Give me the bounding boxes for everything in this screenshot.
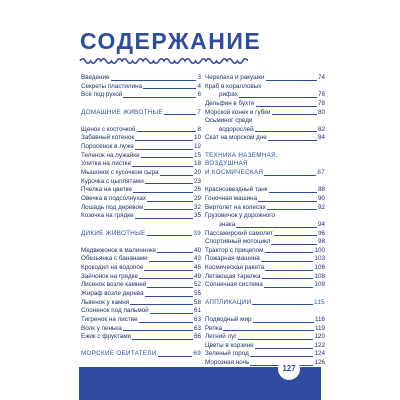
leader-line bbox=[264, 175, 316, 176]
toc-entry-page: 35 bbox=[193, 212, 201, 220]
toc-entry bbox=[81, 83, 201, 92]
toc-entry bbox=[81, 307, 201, 316]
toc-entry-title: Пожарная машина bbox=[205, 255, 260, 263]
toc-section-heading bbox=[205, 160, 325, 169]
toc-spacer bbox=[205, 307, 325, 316]
toc-entry-page: 115 bbox=[314, 298, 325, 306]
leader-line bbox=[139, 322, 193, 323]
toc-entry bbox=[205, 212, 325, 221]
toc-entry-title: Жираф возле дерева bbox=[81, 290, 144, 297]
toc-spacer bbox=[81, 238, 201, 247]
toc-entry-page: 108 bbox=[314, 272, 325, 280]
toc-entry bbox=[81, 143, 201, 152]
toc-entry bbox=[81, 152, 201, 161]
toc-entry-title: Секреты пластилина bbox=[81, 82, 143, 90]
toc-entry-title: Пассажирский самолет bbox=[205, 229, 273, 237]
toc-entry-page: 106 bbox=[314, 264, 325, 272]
toc-section-heading bbox=[205, 152, 325, 161]
toc-entry-page: 69 bbox=[193, 350, 201, 358]
toc-entry bbox=[205, 134, 325, 143]
leader-line bbox=[256, 106, 317, 107]
toc-entry-page: 26 bbox=[193, 186, 201, 194]
toc-entry bbox=[205, 333, 325, 342]
toc-entry-title: ТЕХНИКА НАЗЕМНАЯ, bbox=[205, 151, 279, 159]
leader-line bbox=[157, 252, 193, 253]
toc-entry-title: Введение bbox=[81, 73, 110, 81]
toc-entry-title: Медвежонок в малиннике bbox=[81, 246, 157, 254]
leader-line bbox=[268, 140, 317, 141]
toc-entry bbox=[205, 109, 325, 118]
toc-entry bbox=[205, 247, 325, 256]
toc-entry bbox=[205, 117, 325, 126]
toc-entry-title: Краснозвездный танк bbox=[205, 186, 268, 194]
toc-entry-title: Обезьянка с бананами bbox=[81, 255, 148, 263]
toc-entry bbox=[205, 230, 325, 239]
toc-entry bbox=[205, 238, 325, 247]
toc-entry bbox=[205, 281, 325, 290]
toc-entry-page: 39 bbox=[193, 229, 201, 237]
toc-entry-title: Ежик с фруктами bbox=[81, 333, 132, 341]
leader-line bbox=[132, 166, 193, 167]
toc-entry bbox=[205, 255, 325, 264]
toc-right-column bbox=[205, 74, 325, 368]
toc-entry-page: 84 bbox=[317, 134, 325, 142]
toc-entry-title: Львенок у камня bbox=[81, 298, 130, 306]
toc-entry bbox=[81, 212, 201, 221]
toc-entry-page: 55 bbox=[193, 290, 201, 297]
toc-entry-title: И КОСМИЧЕСКАЯ bbox=[205, 169, 264, 177]
toc-entry-page: 94 bbox=[317, 220, 325, 228]
toc-entry-page: 18 bbox=[193, 160, 201, 168]
leader-line bbox=[265, 270, 313, 271]
leader-line bbox=[255, 131, 317, 132]
toc-entry-title: Летний луг bbox=[205, 333, 237, 341]
leader-line bbox=[158, 356, 193, 357]
leader-line bbox=[149, 261, 193, 262]
toc-entry bbox=[81, 160, 201, 169]
leader-line bbox=[141, 157, 193, 158]
leader-line bbox=[147, 287, 193, 288]
toc-left-column bbox=[81, 74, 201, 385]
toc-entry-page: 61 bbox=[193, 307, 201, 315]
toc-entry-page: 46 bbox=[193, 264, 201, 272]
leader-line bbox=[239, 97, 317, 98]
toc-entry-title: Мышонок с кусочком сыра bbox=[81, 169, 159, 177]
toc-entry-title: Дельфин в бухте bbox=[205, 99, 255, 107]
toc-entry-title: Теленок на лужайке bbox=[81, 151, 140, 159]
leader-line bbox=[123, 97, 196, 98]
toc-entry bbox=[81, 169, 201, 178]
toc-entry-page: 103 bbox=[314, 255, 325, 263]
leader-line bbox=[135, 149, 193, 150]
toc-entry-title: водорослей bbox=[219, 125, 254, 133]
toc-entry-page: 98 bbox=[317, 238, 325, 246]
toc-entry-title: Летающая тарелка bbox=[205, 272, 261, 280]
toc-entry bbox=[81, 290, 201, 299]
toc-entry-title: Лошадь под деревом bbox=[81, 203, 144, 211]
toc-entry-title: Спортивный мотоцикл bbox=[205, 238, 271, 246]
toc-entry bbox=[205, 316, 325, 325]
leader-line bbox=[261, 261, 314, 262]
toc-entry-title: Морской конек и губки bbox=[205, 108, 271, 116]
toc-spacer bbox=[81, 100, 201, 109]
leader-line bbox=[265, 252, 314, 253]
toc-entry-page: 74 bbox=[317, 73, 325, 81]
toc-entry bbox=[205, 91, 325, 100]
toc-spacer bbox=[81, 117, 201, 126]
toc-entry-page: 58 bbox=[193, 298, 201, 306]
toc-entry-page: 92 bbox=[317, 203, 325, 211]
wave-divider bbox=[78, 56, 248, 66]
toc-entry bbox=[205, 83, 325, 92]
toc-entry-title: Всё под рукой bbox=[81, 91, 123, 99]
leader-line bbox=[267, 209, 317, 210]
toc-entry bbox=[81, 204, 201, 213]
leader-line bbox=[253, 322, 314, 323]
toc-entry-page: 116 bbox=[314, 315, 325, 323]
toc-entry-title: ВОЗДУШНАЯ bbox=[205, 160, 248, 168]
toc-entry-title: Трактор с прицепом bbox=[205, 246, 264, 254]
toc-entry-page: 4 bbox=[197, 82, 201, 90]
toc-entry bbox=[81, 178, 201, 187]
page-title: СОДЕРЖАНИЕ bbox=[80, 28, 262, 54]
toc-entry-title: Слоненок под пальмой bbox=[81, 307, 149, 315]
leader-line bbox=[274, 235, 317, 236]
toc-spacer bbox=[205, 290, 325, 299]
toc-entry-page: 96 bbox=[317, 229, 325, 237]
leader-line bbox=[223, 330, 314, 331]
toc-entry bbox=[205, 126, 325, 135]
toc-entry bbox=[81, 186, 201, 195]
toc-entry-page: 66 bbox=[193, 333, 201, 341]
leader-line bbox=[269, 192, 317, 193]
toc-entry-page: 63 bbox=[193, 315, 201, 323]
toc-entry-page: 109 bbox=[314, 281, 325, 289]
leader-line bbox=[145, 183, 193, 184]
toc-entry bbox=[205, 195, 325, 204]
toc-entry-title: Черепаха и ракушки bbox=[205, 73, 265, 81]
toc-entry bbox=[81, 134, 201, 143]
toc-entry-title: Улитка на листке bbox=[81, 160, 132, 168]
leader-line bbox=[145, 296, 193, 297]
leader-line bbox=[137, 131, 197, 132]
toc-entry-page: 122 bbox=[314, 341, 325, 349]
toc-entry-page: 43 bbox=[193, 255, 201, 263]
toc-entry-title: Вертолет на колесах bbox=[205, 203, 266, 211]
toc-entry-page: 63 bbox=[193, 324, 201, 332]
toc-entry-title: рифах bbox=[219, 91, 238, 99]
toc-entry bbox=[81, 299, 201, 308]
leader-line bbox=[272, 114, 317, 115]
toc-entry-title: Поросенок в луже bbox=[81, 143, 134, 151]
toc-entry-page: 120 bbox=[314, 333, 325, 341]
toc-entry bbox=[81, 91, 201, 100]
leader-line bbox=[144, 270, 193, 271]
toc-entry bbox=[81, 195, 201, 204]
toc-section-heading bbox=[81, 351, 201, 360]
leader-line bbox=[135, 218, 193, 219]
toc-section-heading bbox=[205, 299, 325, 308]
toc-entry-title: Крокодил на водопое bbox=[81, 264, 144, 272]
toc-entry-title: Цветы в корзине bbox=[205, 341, 254, 349]
leader-line bbox=[252, 304, 313, 305]
toc-entry-page: 29 bbox=[193, 194, 201, 202]
toc-section-heading bbox=[81, 109, 201, 118]
toc-entry bbox=[205, 221, 325, 230]
leader-line bbox=[236, 227, 317, 228]
toc-entry-page: 3 bbox=[197, 73, 201, 81]
toc-entry-page: 126 bbox=[314, 359, 325, 367]
leader-line bbox=[147, 201, 193, 202]
toc-entry-page: 6 bbox=[197, 91, 201, 99]
toc-entry-page: 23 bbox=[193, 177, 201, 185]
toc-entry-page: 52 bbox=[193, 281, 201, 289]
leader-line bbox=[123, 330, 193, 331]
toc-entry-title: АППЛИКАЦИИ bbox=[205, 298, 252, 306]
toc-entry bbox=[205, 100, 325, 109]
toc-entry bbox=[205, 204, 325, 213]
toc-spacer bbox=[205, 143, 325, 152]
leader-line bbox=[150, 313, 193, 314]
toc-entry-page: 8 bbox=[197, 125, 201, 133]
toc-entry-title: ДИКИЕ ЖИВОТНЫЕ bbox=[81, 229, 146, 237]
toc-spacer bbox=[81, 221, 201, 230]
leader-line bbox=[111, 80, 197, 81]
toc-entry-page: 15 bbox=[193, 151, 201, 159]
toc-entry-page: 82 bbox=[317, 125, 325, 133]
toc-entry-title: Лисенок возле камней bbox=[81, 281, 147, 289]
leader-line bbox=[130, 304, 193, 305]
toc-entry-title: Зайчонок на грядке bbox=[81, 272, 138, 280]
toc-entry bbox=[205, 74, 325, 83]
toc-entry bbox=[81, 325, 201, 334]
toc-entry-title: знака bbox=[219, 220, 236, 228]
toc-entry bbox=[205, 325, 325, 334]
leader-line bbox=[133, 192, 193, 193]
toc-entry-title: Волк у пенька bbox=[81, 324, 122, 332]
toc-entry-title: Подводный мир bbox=[205, 315, 252, 323]
leader-line bbox=[250, 356, 314, 357]
toc-entry-page: 119 bbox=[314, 324, 325, 332]
toc-section-heading bbox=[205, 169, 325, 178]
leader-line bbox=[144, 209, 193, 210]
leader-line bbox=[262, 278, 314, 279]
toc-entry bbox=[81, 316, 201, 325]
leader-line bbox=[143, 88, 196, 89]
toc-entry-page: 76 bbox=[317, 91, 325, 99]
toc-entry-page: 7 bbox=[197, 108, 201, 116]
leader-line bbox=[135, 140, 193, 141]
leader-line bbox=[139, 278, 193, 279]
toc-entry-page: 10 bbox=[193, 134, 201, 142]
toc-entry-title: Козочка на грядке bbox=[81, 212, 134, 220]
toc-entry-page: 100 bbox=[314, 246, 325, 254]
toc-entry-title: Гоночная машина bbox=[205, 194, 258, 202]
leader-line bbox=[266, 80, 317, 81]
leader-line bbox=[255, 348, 314, 349]
toc-entry-page: 32 bbox=[193, 203, 201, 211]
toc-entry-page: 12 bbox=[193, 143, 201, 151]
toc-entry-title: Овечка в подсолнухах bbox=[81, 194, 147, 202]
leader-line bbox=[264, 287, 314, 288]
toc-section-heading bbox=[81, 230, 201, 239]
leader-line bbox=[258, 201, 317, 202]
toc-entry-title: ДОМАШНИЕ ЖИВОТНЫЕ bbox=[81, 108, 163, 116]
toc-entry-title: Осьминог среди bbox=[205, 117, 253, 125]
toc-entry bbox=[81, 281, 201, 290]
toc-entry bbox=[205, 351, 325, 360]
toc-entry bbox=[81, 333, 201, 342]
toc-entry-page: 49 bbox=[193, 272, 201, 280]
toc-entry-title: Щенок с косточкой bbox=[81, 125, 136, 133]
leader-line bbox=[132, 339, 193, 340]
toc-entry-title: Скат на морском дне bbox=[205, 134, 267, 142]
toc-entry-title: Курочка с цыплятами bbox=[81, 177, 144, 185]
toc-entry-title: Пчелка на цветке bbox=[81, 186, 133, 194]
toc-entry bbox=[205, 264, 325, 273]
toc-entry-page: 80 bbox=[317, 108, 325, 116]
leader-line bbox=[160, 175, 193, 176]
toc-entry-title: Морозная ночь bbox=[205, 359, 250, 367]
toc-entry-page: 40 bbox=[193, 246, 201, 254]
toc-entry bbox=[81, 74, 201, 83]
toc-entry-title: Солнечная система bbox=[205, 281, 263, 289]
leader-line bbox=[147, 235, 193, 236]
toc-entry-page: 124 bbox=[314, 350, 325, 358]
toc-entry-title: Грузовичок у дорожного bbox=[205, 212, 275, 220]
toc-entry bbox=[81, 264, 201, 273]
leader-line bbox=[238, 339, 314, 340]
toc-entry-title: Зеленый город bbox=[205, 350, 249, 358]
toc-entry-page: 88 bbox=[317, 186, 325, 194]
toc-entry bbox=[81, 255, 201, 264]
toc-entry-page: 87 bbox=[317, 169, 325, 177]
toc-entry-title: Краб в коралловых bbox=[205, 82, 262, 90]
toc-entry bbox=[205, 273, 325, 282]
page-number: 127 bbox=[278, 358, 300, 380]
toc-entry-page: 90 bbox=[317, 194, 325, 202]
toc-entry-title: МОРСКИЕ ОБИТАТЕЛИ bbox=[81, 350, 157, 358]
toc-entry-page: 78 bbox=[317, 99, 325, 107]
leader-line bbox=[271, 244, 317, 245]
toc-spacer bbox=[81, 342, 201, 351]
toc-entry-title: Космическая ракета bbox=[205, 264, 265, 272]
toc-entry-title: Забавный котенок bbox=[81, 134, 135, 142]
toc-entry-page: 20 bbox=[193, 169, 201, 177]
toc-entry bbox=[205, 186, 325, 195]
leader-line bbox=[164, 114, 196, 115]
toc-entry-title: Репка bbox=[205, 324, 223, 332]
toc-entry-title: Тигренок на листве bbox=[81, 315, 138, 323]
